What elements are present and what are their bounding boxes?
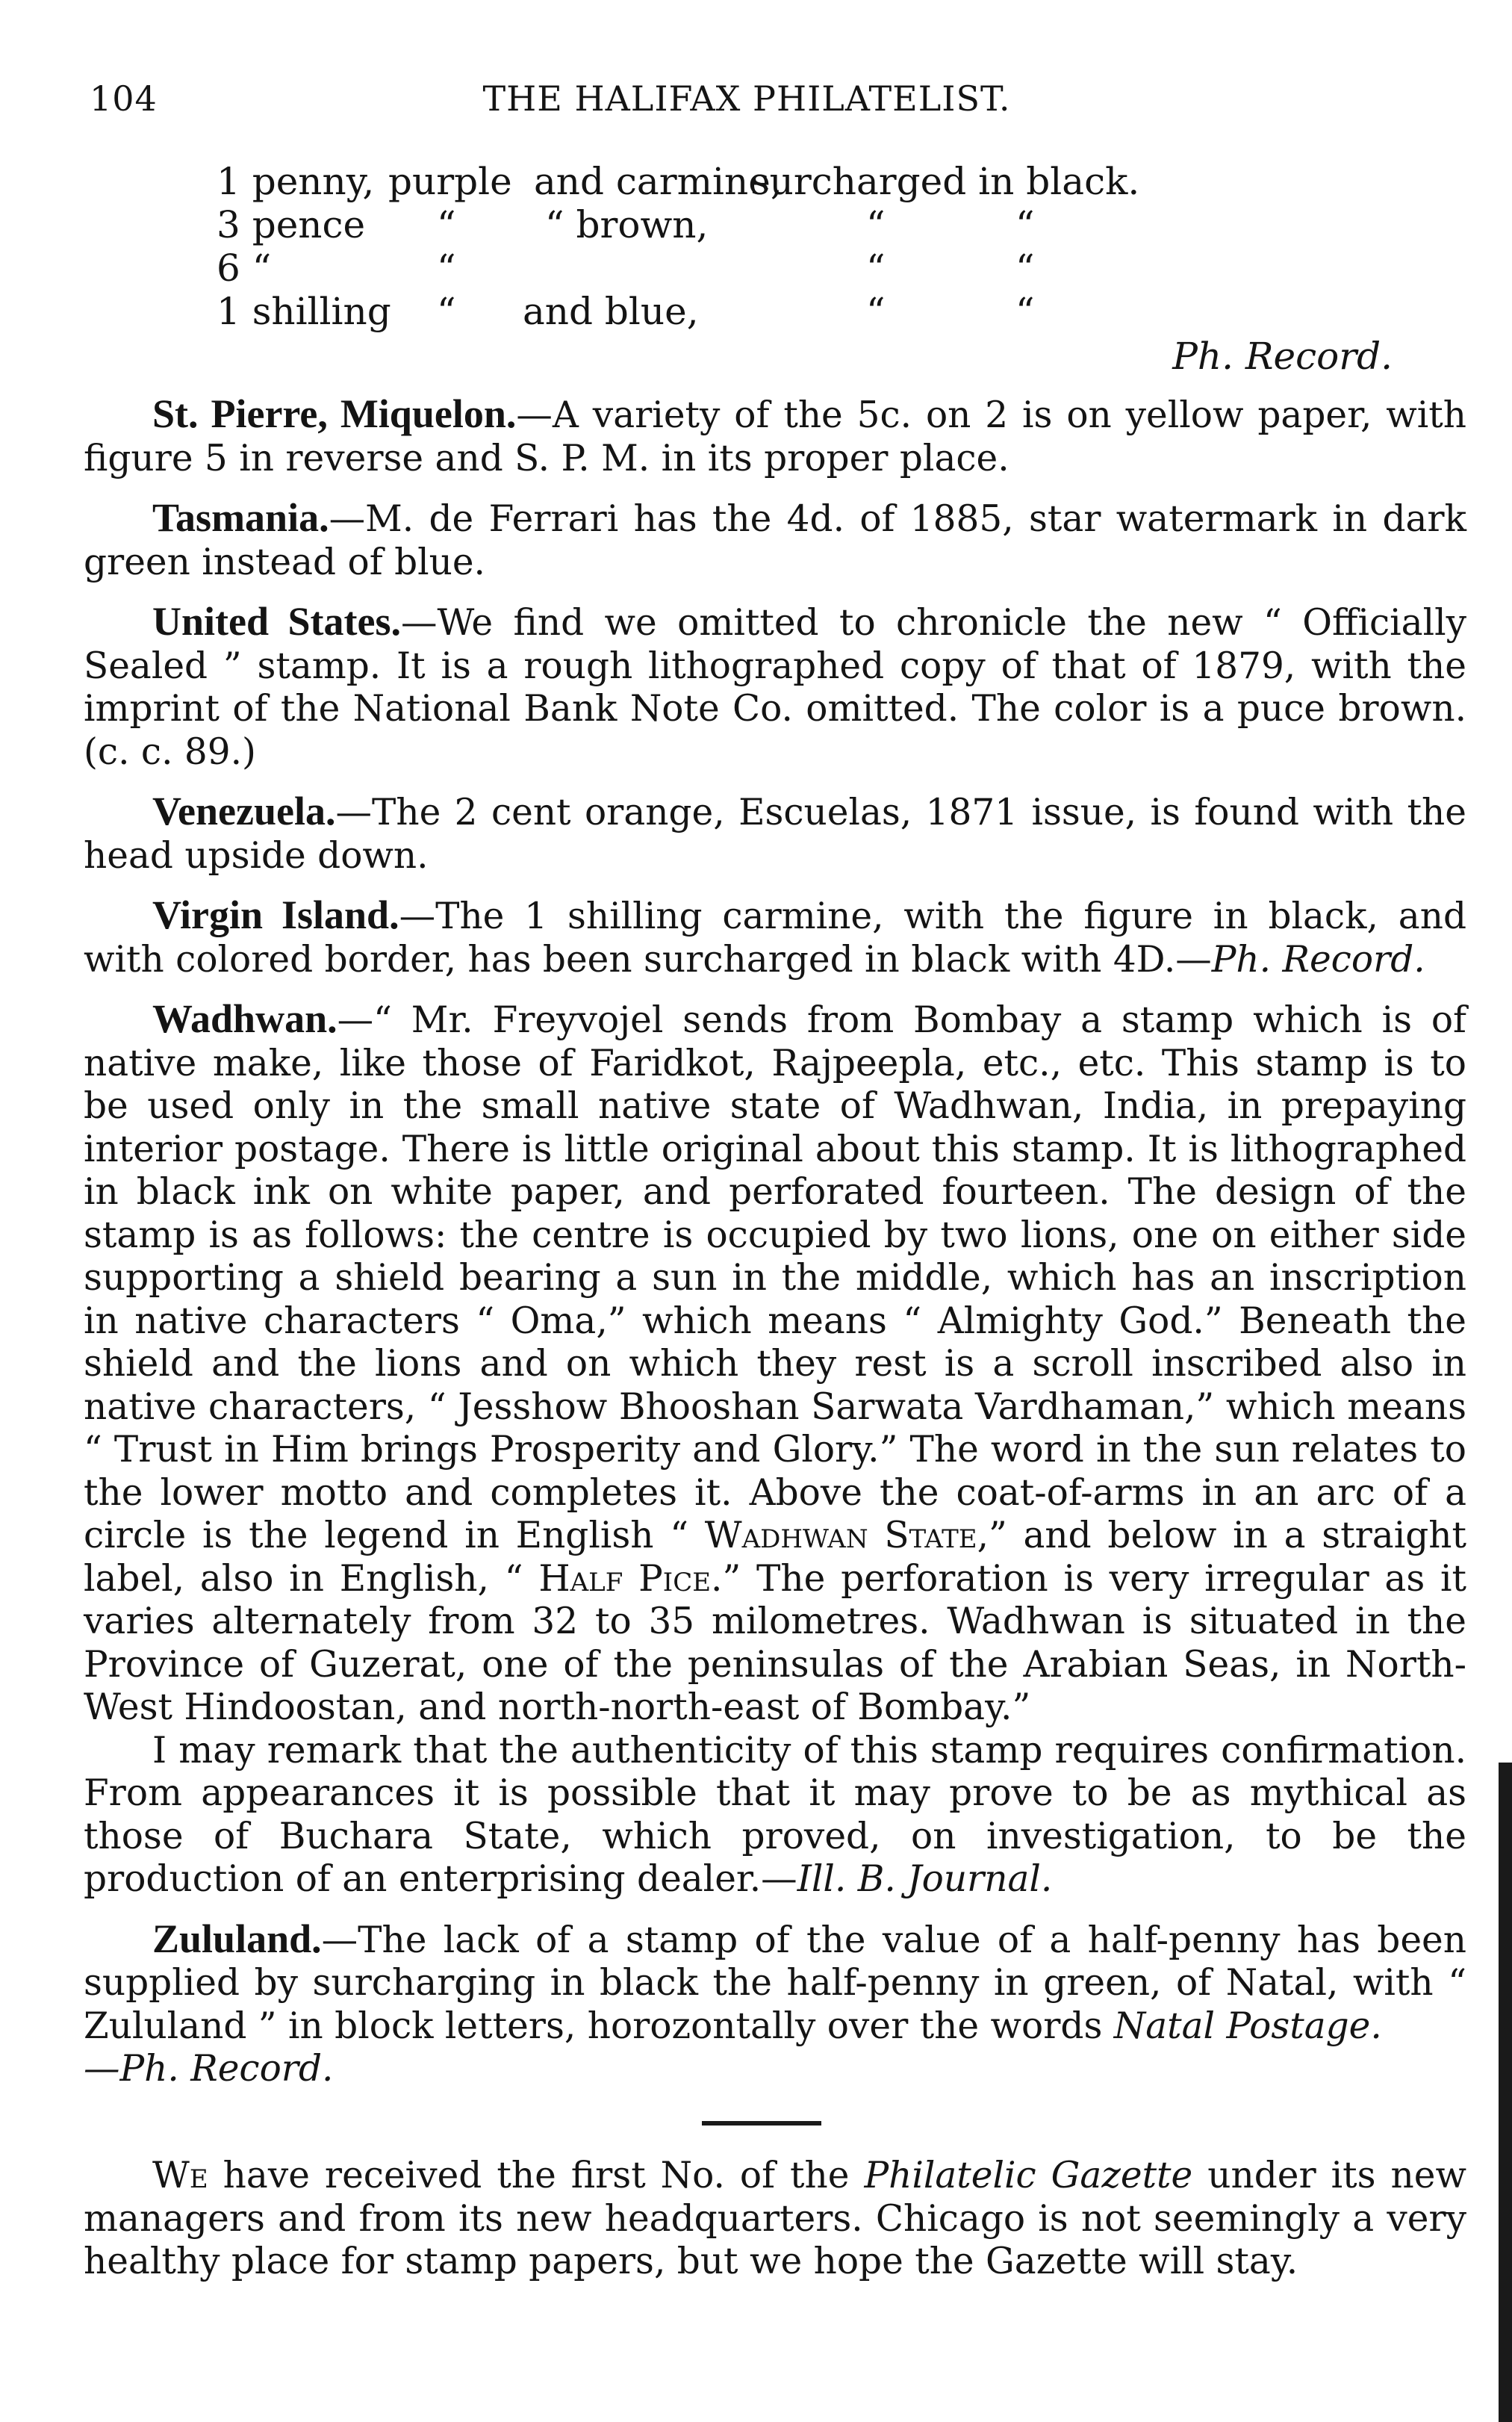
wadhwan-paragraph: [84, 998, 1466, 1730]
stamp-list-row: [217, 203, 1411, 246]
stamp-color-2: and blue,: [523, 290, 699, 333]
stamp-value: 1 shilling: [217, 290, 391, 333]
ditto-mark: “: [1015, 203, 1035, 246]
stamp-list-row: [217, 290, 1411, 333]
legend-text: Wadhwan State: [704, 1515, 977, 1556]
entry-text: —A variety of the 5c. on 2 is on yellow paper, with figure 5 in reverse and S. P. M. in its proper place.: [84, 394, 1467, 479]
entry-text: —We find we omitted to chronicle the new “ Officially Sealed ” stamp. It is a rough lithographed copy of that of 1879, with the imprint of the National Bank Note Co. omitted. The color is a puce brown. (c. c. 89.): [84, 602, 1466, 773]
entry-source: Ph. Record.: [1211, 938, 1425, 981]
running-title: THE HALIFAX PHILATELIST.: [482, 78, 1011, 119]
ditto-mark: “: [866, 246, 886, 290]
stamp-list-row: [217, 246, 1411, 290]
entry-heading: St. Pierre, Miquelon.: [152, 391, 517, 436]
entry-paragraph: [84, 497, 1466, 584]
entry-source: —Ph. Record.: [84, 2048, 334, 2090]
stamp-value: 3 pence: [217, 203, 366, 246]
closing-paragraph: [84, 2155, 1466, 2284]
entry-text: —The 2 cent orange, Escuelas, 1871 issue, is found with the head upside down.: [84, 792, 1466, 877]
legend-text: Half Pice: [538, 1557, 712, 1600]
stamp-color-2: and carmine,: [534, 160, 783, 203]
ditto-mark: “: [437, 246, 456, 290]
closing-note: [84, 2155, 1466, 2300]
entry-text: —M. de Ferrari has the 4d. of 1885, star watermark in dark green instead of blue.: [84, 498, 1466, 583]
lead-words: We: [152, 2155, 208, 2196]
page-header: [90, 75, 1404, 122]
entry-text: ,” and below in a straight label, also in English, “: [84, 1515, 1466, 1600]
entry-heading: Tasmania.: [152, 495, 329, 540]
entry-paragraph: [84, 600, 1466, 774]
entry-text: .” The perforation is very irregular as it varies alternately from 32 to 35 milometres. Wadhwan is situated in the Province of Guzerat, one of the peninsulas of the Arabian Seas, in North-West Hindoostan, and north-north-east of Bombay.”: [84, 1557, 1466, 1728]
ditto-mark: “: [1015, 246, 1035, 290]
ditto-mark: “: [866, 290, 886, 333]
ditto-mark: “: [437, 290, 456, 333]
closing-text: have received the first No. of the: [208, 2155, 865, 2196]
entry-paragraph: [84, 894, 1466, 981]
stamp-color: purple: [388, 160, 512, 203]
entry-text: —The 1 shilling carmine, with the figure in black, and with colored border, has been surcharged in black with 4D.—: [84, 895, 1466, 981]
remark-source: Ill. B. Journal.: [797, 1858, 1053, 1900]
entry-paragraph: [84, 1918, 1466, 2091]
source-citation: Ph. Record.: [1172, 335, 1393, 378]
entry-text: —“ Mr. Freyvojel sends from Bombay a stamp which is of native make, like those of Faridkot, Rajpeepla, etc., etc. This stamp is to be used only in the small native state of Wadhwan, India, in prepaying interior postage. There is little original about this stamp. It is lithographed in black ink on white paper, and perforated fourteen. The design of the stamp is as follows: the centre is occupied by two lions, one on either side supporting a shield bearing a sun in the middle, which has an inscription in native characters “ Oma,” which means “ Almighty God.” Beneath the shield and the lions and on which they rest is a scroll inscribed also in native characters, “ Jesshow Bhooshan Sarwata Vardhaman,” which means “ Trust in Him brings Prosperity and Glory.” The word in the sun relates to the lower motto and completes it. Above the coat-of-arms in an arc of a circle is the legend in English “: [84, 999, 1466, 1556]
page-number: 104: [90, 78, 158, 119]
stamp-value: 6 “: [217, 246, 272, 290]
stamp-list: [217, 160, 1411, 333]
ditto-mark: “: [866, 203, 886, 246]
closing-text: under its new managers and from its new headquarters. Chicago is not seemingly a very healthy place for stamp papers, but we hope the Gazette will stay.: [84, 2155, 1466, 2282]
stamp-color-2: “ brown,: [545, 203, 709, 246]
entry-paragraph: [84, 790, 1466, 878]
entry-paragraph: [84, 393, 1466, 480]
entry-heading: Virgin Island.: [152, 892, 399, 937]
ditto-mark: “: [437, 203, 456, 246]
ditto-mark: “: [1015, 290, 1035, 333]
entry-heading: Venezuela.: [152, 789, 336, 833]
entry-heading: United States.: [152, 599, 401, 644]
publication-title: Philatelic Gazette: [864, 2155, 1193, 2196]
entry-heading: Wadhwan.: [152, 996, 337, 1041]
overprint-words: Natal Postage.: [1113, 2005, 1382, 2047]
section-divider: [702, 2121, 821, 2126]
stamp-surcharge: surcharged in black.: [750, 160, 1140, 203]
stamp-value: 1 penny,: [217, 160, 375, 203]
remark-text: I may remark that the authenticity of this stamp requires confirmation. From appearances it is possible that it may prove to be as mythical as those of Buchara State, which proved, on investigation, to be the production of an enterprising dealer.—: [84, 1729, 1466, 1900]
stamp-list-row: [217, 160, 1411, 203]
article-body: [84, 393, 1466, 2108]
entry-heading: Zululand.: [152, 1916, 322, 1961]
scan-edge-shadow: [1499, 1763, 1512, 2422]
remark-paragraph: [84, 1730, 1466, 1901]
entry-text: —The lack of a stamp of the value of a half-penny has been supplied by surcharging in black the half-penny in green, of Natal, with “ Zululand ” in block letters, horozontally over the words: [84, 1919, 1466, 2047]
